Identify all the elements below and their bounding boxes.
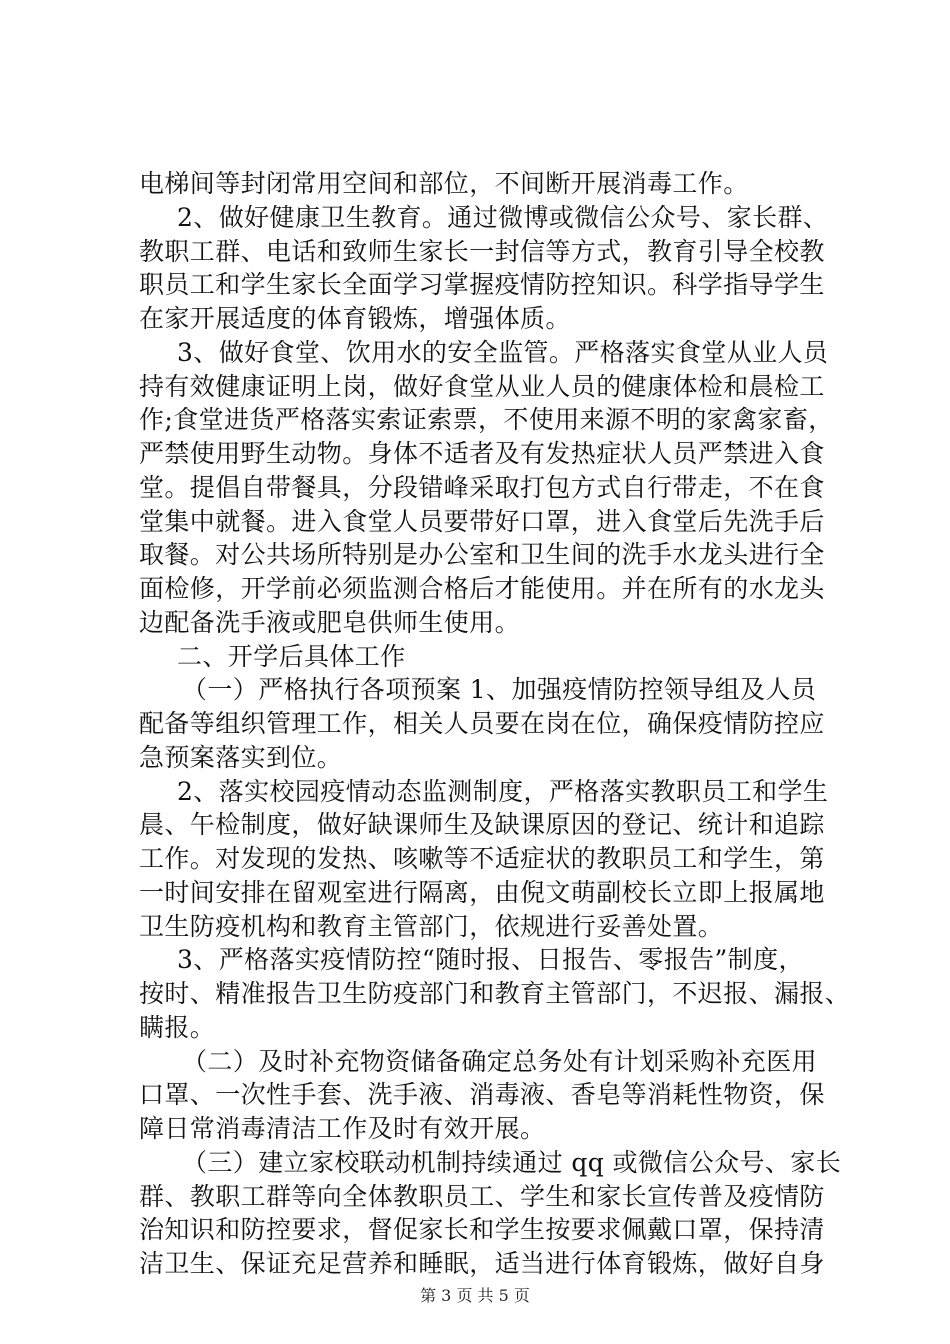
text-line: 职员工和学生家长全面学习掌握疫情防控知识。科学指导学生 [139, 270, 825, 300]
text-line: （二）及时补充物资储备确定总务处有计划采购补充医用 [182, 1046, 818, 1076]
text-line: 一时间安排在留观室进行隔离，由倪文萌副校长立即上报属地 [139, 877, 825, 907]
text-line: 群、教职工群等向全体教职员工、学生和家长宣传普及疫情防 [139, 1181, 825, 1211]
text-line: 配备等组织管理工作，相关人员要在岗在位，确保疫情防控应 [139, 709, 825, 738]
section-heading: 二、开学后具体工作 [177, 641, 406, 671]
text-line: 急预案落实到位。 [139, 742, 343, 772]
text-line: 面检修，开学前必须监测合格后才能使用。并在所有的水龙头 [139, 574, 825, 603]
text-line: 口罩、一次性手套、洗手液、消毒液、香皂等消耗性物资，保 [139, 1080, 825, 1110]
text-line: 洁卫生、保证充足营养和睡眠，适当进行体育锻炼，做好自身 [139, 1249, 825, 1278]
text-line: 堂。提倡自带餐具，分段错峰采取打包方式自行带走，不在食 [139, 472, 825, 502]
text-line: （三）建立家校联动机制持续通过 qq 或微信公众号、家长 [182, 1147, 842, 1177]
text-line: 堂集中就餐。进入食堂人员要带好口罩，进入食堂后先洗手后 [139, 506, 825, 536]
text-line: （一）严格执行各项预案 1、加强疫情防控领导组及人员 [182, 675, 817, 705]
text-line: 卫生防疫机构和教育主管部门，依规进行妥善处置。 [139, 911, 724, 941]
page-number-footer: 第 3 页 共 5 页 [420, 1286, 530, 1305]
text-line: 3、严格落实疫情防控“随时报、日报告、零报告”制度， [177, 945, 804, 975]
text-line: 治知识和防控要求，督促家长和学生按要求佩戴口罩，保持清 [139, 1215, 825, 1245]
text-line: 2、做好健康卫生教育。通过微博或微信公众号、家长群、 [177, 202, 829, 232]
text-line: 2、落实校园疫情动态监测制度，严格落实教职员工和学生 [177, 776, 829, 806]
text-line: 工作。对发现的发热、咳嗽等不适症状的教职员工和学生，第 [139, 844, 825, 873]
text-line: 电梯间等封闭常用空间和部位，不间断开展消毒工作。 [139, 169, 749, 198]
text-line: 教职工群、电话和致师生家长一封信等方式，教育引导全校教 [139, 236, 825, 266]
text-line: 3、做好食堂、饮用水的安全监管。严格落实食堂从业人员 [177, 337, 829, 367]
text-line: 障日常消毒清洁工作及时有效开展。 [139, 1114, 546, 1143]
text-line: 边配备洗手液或肥皂供师生使用。 [139, 607, 521, 637]
text-line: 取餐。对公共场所特别是办公室和卫生间的洗手水龙头进行全 [139, 540, 825, 570]
text-line: 按时、精准报告卫生防疫部门和教育主管部门，不迟报、漏报、 [139, 979, 851, 1008]
text-line: 严禁使用野生动物。身体不适者及有发热症状人员严禁进入食 [139, 439, 825, 468]
text-line: 晨、午检制度，做好缺课师生及缺课原因的登记、统计和追踪 [139, 810, 825, 840]
text-line: 持有效健康证明上岗，做好食堂从业人员的健康体检和晨检工 [139, 371, 825, 401]
text-line: 作;食堂进货严格落实索证索票，不使用来源不明的家禽家畜， [139, 405, 834, 435]
text-line: 在家开展适度的体育锻炼，增强体质。 [139, 304, 571, 333]
text-line: 瞒报。 [139, 1012, 216, 1042]
